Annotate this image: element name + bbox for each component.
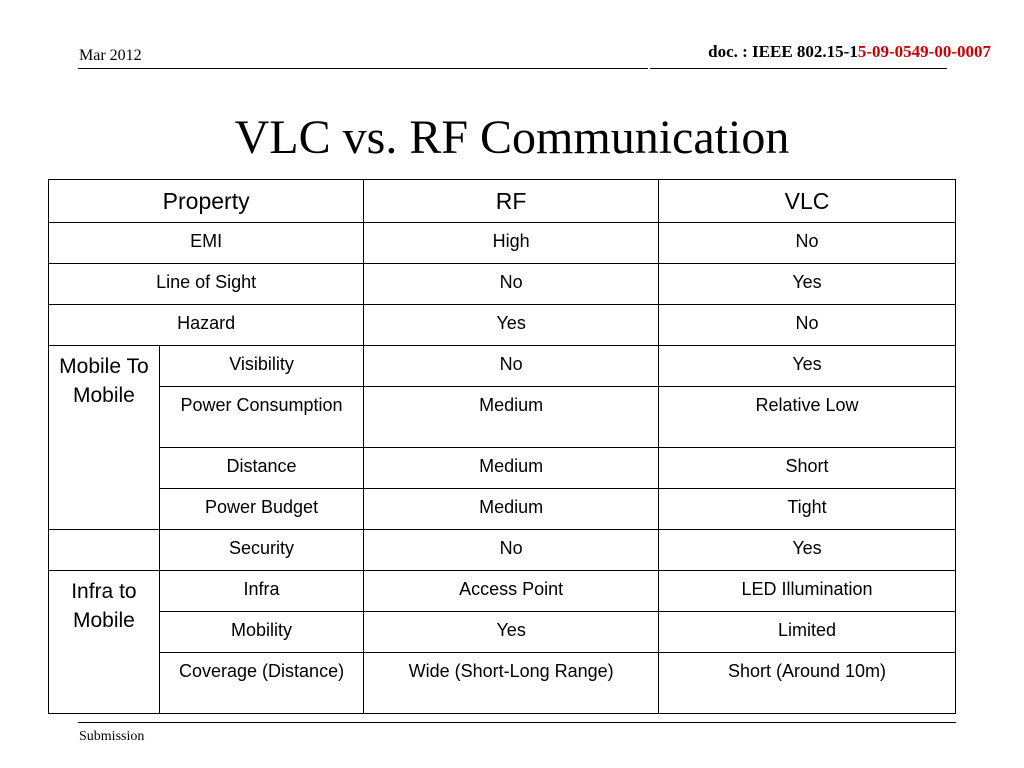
vlc-cell: Yes <box>659 264 956 305</box>
vlc-cell: Relative Low <box>659 387 956 448</box>
property-cell: Power Budget <box>159 489 363 530</box>
table-row <box>49 571 956 612</box>
header-cell-vlc: VLC <box>659 180 956 223</box>
header-date: Mar 2012 <box>79 47 142 64</box>
comparison-table <box>48 179 956 714</box>
property-cell: Mobility <box>159 612 363 653</box>
doc-number-suffix: 5-09-0549-00-0007 <box>857 42 991 61</box>
header-rule-right <box>650 68 947 69</box>
table-row <box>49 653 956 714</box>
property-cell: Visibility <box>159 346 363 387</box>
table-row <box>49 223 956 264</box>
property-cell: Security <box>159 530 363 571</box>
vlc-cell: Limited <box>659 612 956 653</box>
property-cell: Infra <box>159 571 363 612</box>
property-cell: Hazard <box>49 305 364 346</box>
table-row <box>49 305 956 346</box>
rf-cell: No <box>364 346 659 387</box>
table-row <box>49 530 956 571</box>
footer-submission: Submission <box>79 729 145 744</box>
table-row <box>49 346 956 387</box>
group-label-mobile-to-mobile: Mobile To Mobile <box>49 346 160 530</box>
rf-cell: Medium <box>364 489 659 530</box>
table-row <box>49 448 956 489</box>
rf-cell: Yes <box>364 612 659 653</box>
table-row <box>49 612 956 653</box>
vlc-cell: No <box>659 223 956 264</box>
rf-cell: Wide (Short-Long Range) <box>364 653 659 714</box>
vlc-cell: Short (Around 10m) <box>659 653 956 714</box>
rf-cell: Medium <box>364 387 659 448</box>
property-cell: Distance <box>159 448 363 489</box>
table-row <box>49 264 956 305</box>
vlc-cell: Tight <box>659 489 956 530</box>
slide-title: VLC vs. RF Communication <box>234 111 790 164</box>
table-row <box>49 489 956 530</box>
group-label-infra-to-mobile: Infra to Mobile <box>49 571 160 714</box>
header-rule-left <box>78 68 648 69</box>
rf-cell: Access Point <box>364 571 659 612</box>
vlc-cell: Short <box>659 448 956 489</box>
table-header-row <box>49 180 956 223</box>
rf-cell: No <box>364 264 659 305</box>
rf-cell: High <box>364 223 659 264</box>
property-cell: Power Consumption <box>159 387 363 448</box>
rf-cell: Yes <box>364 305 659 346</box>
vlc-cell: LED Illumination <box>659 571 956 612</box>
empty-group-cell <box>49 530 160 571</box>
header-doc-number <box>708 42 991 62</box>
doc-number-prefix: doc. : IEEE 802.15-1 <box>708 42 858 61</box>
header-cell-property: Property <box>49 180 364 223</box>
property-cell: Coverage (Distance) <box>159 653 363 714</box>
property-cell: EMI <box>49 223 364 264</box>
footer-rule <box>78 722 956 723</box>
property-cell: Line of Sight <box>49 264 364 305</box>
rf-cell: Medium <box>364 448 659 489</box>
vlc-cell: No <box>659 305 956 346</box>
vlc-cell: Yes <box>659 346 956 387</box>
vlc-cell: Yes <box>659 530 956 571</box>
header-cell-rf: RF <box>364 180 659 223</box>
rf-cell: No <box>364 530 659 571</box>
table-row <box>49 387 956 448</box>
